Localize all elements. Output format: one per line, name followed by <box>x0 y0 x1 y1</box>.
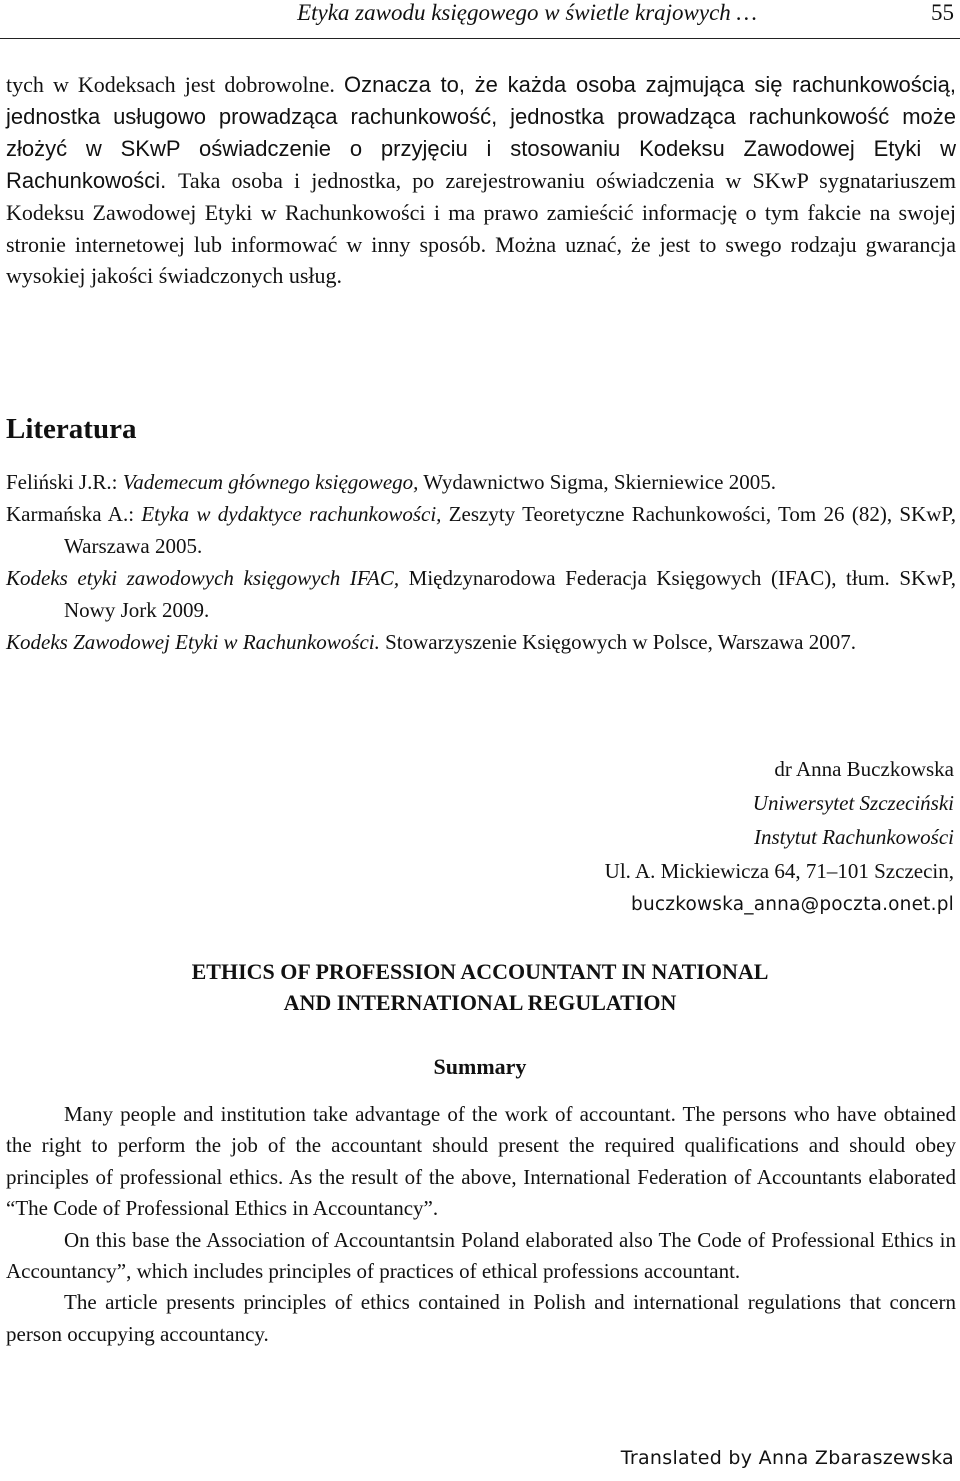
summary-paragraph: On this base the Association of Accountantsin Poland elaborated also The Code of Professional Ethics in Accountancy”, which includes principles of practices of ethical professions accountant. <box>6 1227 956 1284</box>
reference-author: Feliński J.R.: <box>6 470 123 494</box>
reference-title: Kodeks etyki zawodowych księgowych IFAC, <box>6 566 400 590</box>
author-university: Uniwersytet Szczeciński <box>752 791 954 815</box>
summary-heading: Summary <box>433 1054 527 1079</box>
summary-paragraph: Many people and institution take advantage of the work of accountant. The persons who have obtained the right to perform the job of the accountant should present the required qualifications and should obey principles of professional ethics. As the result of the above, International Federation of Accountants elaborated “The Code of Professional Ethics in Accountancy”. <box>6 1102 956 1221</box>
body-sentence-4: Można uznać, że jest to swego rodzaju gwarancja wysokiej jakości świadczonych usług. <box>6 231 956 289</box>
reference-item <box>6 562 956 626</box>
reference-details: Zeszyty Teoretyczne Rachunkowości, Tom 26 (82), SKwP, Warszawa 2005. <box>64 502 956 558</box>
literature-heading: Literatura <box>6 413 137 445</box>
reference-details: Międzynarodowa Federacja Księgowych (IFAC), tłum. SKwP, Nowy Jork 2009. <box>64 566 956 622</box>
english-title <box>0 956 960 1018</box>
reference-item <box>6 466 956 498</box>
running-header <box>0 0 960 39</box>
body-sentence-2: Oznacza to, że każda osoba zajmująca się rachunkowością, jednostka usługowo prowadząca rachunkowość, jednostka prowadząca rachunkowość może złożyć w SKwP oświadczenie o przyjęciu i stosowaniu Kodeksu Zawodowej Etyki w Rachunkowości. <box>6 72 956 193</box>
author-institute: Instytut Rachunkowości <box>753 825 954 849</box>
author-name: dr Anna Buczkowska <box>774 757 954 781</box>
summary-body <box>6 1099 956 1350</box>
reference-item <box>6 498 956 562</box>
english-title-line-2: AND INTERNATIONAL REGULATION <box>283 990 677 1015</box>
reference-list <box>6 466 956 658</box>
reference-title: Vademecum głównego księgowego, <box>122 470 419 494</box>
reference-author: Karmańska A.: <box>6 502 142 526</box>
reference-title: Kodeks Zawodowej Etyki w Rachunkowości. <box>6 630 380 654</box>
body-sentence-3: Taka osoba i jednostka, po zarejestrowaniu oświadczenia w SKwP sygnatariuszem Kodeksu Zawodowej Etyki w Rachunkowości i ma prawo zamieścić informację o tym fakcie na swojej stronie internetowej lub informować w inny sposób. <box>6 167 956 257</box>
author-email: buczkowska_anna@poczta.onet.pl <box>631 894 954 915</box>
summary-paragraph: The article presents principles of ethics contained in Polish and international regulations that concern person occupying accountancy. <box>6 1290 956 1346</box>
reference-details: Wydawnictwo Sigma, Skierniewice 2005. <box>418 470 777 494</box>
reference-details: Stowarzyszenie Księgowych w Polsce, Warszawa 2007. <box>379 630 857 654</box>
reference-item <box>6 626 956 658</box>
author-address: Ul. A. Mickiewicza 64, 71–101 Szczecin, <box>604 859 954 883</box>
page-number: 55 <box>931 0 954 25</box>
running-title: Etyka zawodu księgowego w świetle krajowych … <box>297 0 757 25</box>
author-affiliation <box>354 752 954 922</box>
translator-credit: Translated by Anna Zbaraszewska <box>620 1447 954 1469</box>
english-title-line-1: ETHICS OF PROFESSION ACCOUNTANT IN NATIONAL <box>191 959 769 984</box>
body-sentence-1: tych w Kodeksach jest dobrowolne. <box>6 72 345 97</box>
body-paragraph <box>6 69 956 292</box>
reference-title: Etyka w dydaktyce rachunkowości, <box>141 502 442 526</box>
